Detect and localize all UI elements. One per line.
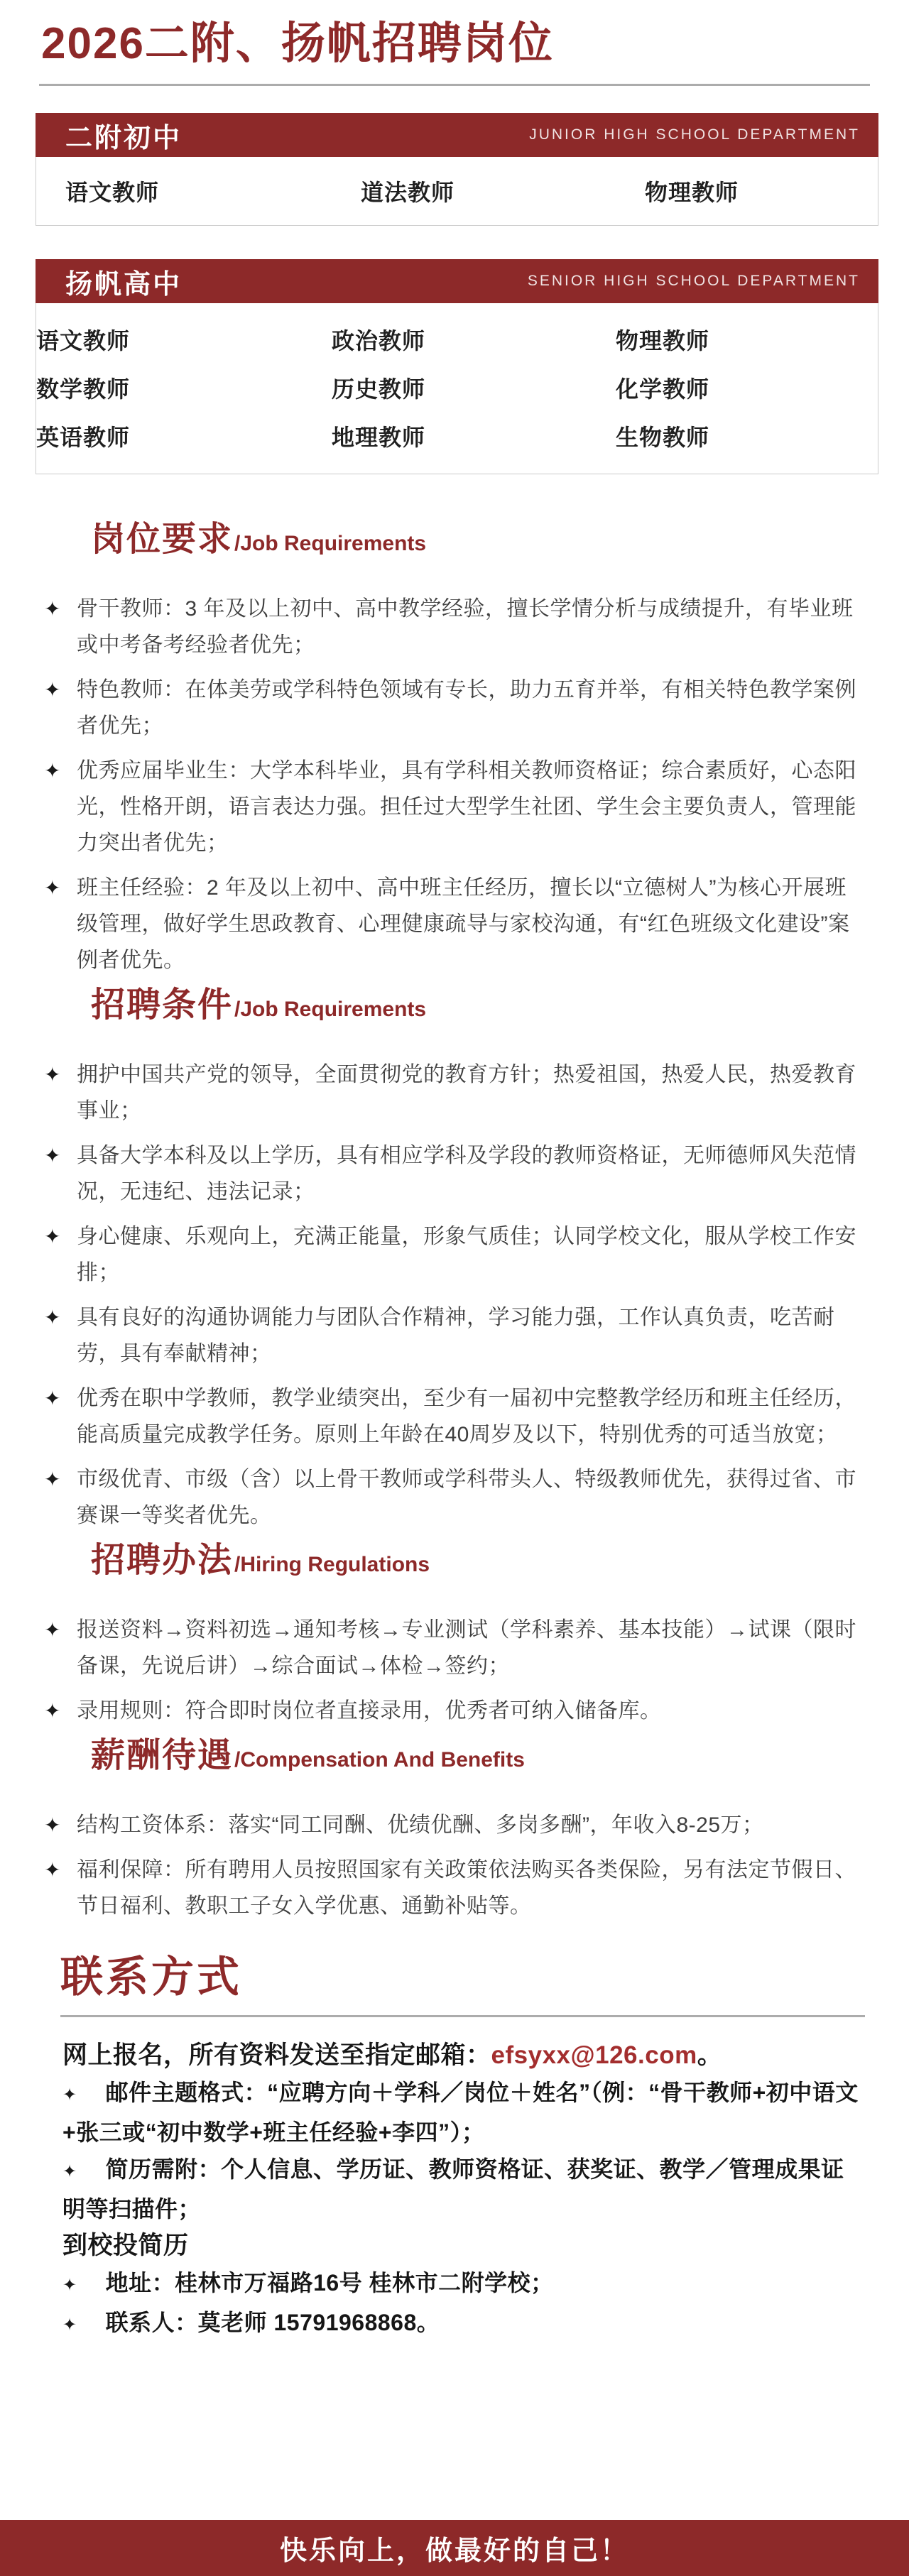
footer-banner — [0, 2520, 909, 2576]
bullet-item — [44, 1693, 864, 1729]
star-bullet-icon: ✦ — [44, 1700, 61, 1722]
bullet-item — [44, 753, 864, 861]
position-cell: 物理教师 — [616, 328, 710, 354]
star-bullet-icon: ✦ — [44, 1306, 61, 1328]
bullet-item — [44, 1461, 864, 1534]
contact-block — [62, 2037, 864, 2344]
bullet-item — [44, 1137, 864, 1210]
section-title: 岗位要求 — [91, 520, 234, 558]
dept-name-cn: 二附初中 — [65, 123, 183, 153]
position-cell: 语文教师 — [36, 328, 131, 354]
page-title: 2026二附、扬帆招聘岗位 — [41, 19, 554, 68]
section-heading-hiring-conditions — [91, 987, 909, 1024]
position-cell: 语文教师 — [65, 180, 160, 205]
star-bullet-icon: ✦ — [44, 1859, 61, 1881]
dept-box-junior — [36, 113, 878, 226]
dept-name-en: JUNIOR HIGH SCHOOL DEPARTMENT — [529, 126, 860, 143]
star-bullet-icon: ✦ — [44, 1387, 61, 1409]
dept-header-senior — [36, 259, 878, 303]
position-cell: 历史教师 — [332, 376, 426, 402]
bullet-text: 市级优青、市级（含）以上骨干教师或学科带头人、特级教师优先，获得过省、市赛课一等奖者优先。 — [77, 1468, 856, 1527]
bullet-item — [44, 1057, 864, 1129]
star-bullet-icon: ✦ — [62, 2085, 77, 2105]
bullet-item — [44, 591, 864, 663]
section-subtitle: /Compensation And Benefits — [234, 1748, 525, 1772]
star-bullet-icon: ✦ — [44, 1619, 61, 1641]
position-cell: 英语教师 — [36, 425, 131, 450]
footer-slogan: 快乐向上，做最好的自己！ — [279, 2536, 629, 2566]
position-cell: 地理教师 — [332, 425, 426, 450]
bullet-item — [44, 1612, 864, 1684]
email-link[interactable]: efsyxx@126.com — [491, 2041, 697, 2069]
contact-bullet-contact-person — [62, 2304, 864, 2344]
bullet-item — [44, 870, 864, 978]
star-bullet-icon: ✦ — [62, 2162, 77, 2181]
star-bullet-icon: ✦ — [62, 2276, 77, 2295]
contact-title: 联系方式 — [60, 1953, 242, 2001]
bullet-text: 拥护中国共产党的领导，全面贯彻党的教育方针；热爱祖国，热爱人民，热爱教育事业； — [77, 1063, 856, 1123]
star-bullet-icon: ✦ — [44, 679, 61, 701]
dept-box-senior — [36, 259, 878, 474]
bullet-item — [44, 1380, 864, 1453]
position-cell: 数学教师 — [36, 376, 131, 402]
position-cell: 道法教师 — [361, 180, 455, 205]
contact-bullet-email-subject — [62, 2074, 864, 2151]
section-title: 薪酬待遇 — [91, 1737, 234, 1774]
section-title: 招聘办法 — [91, 1541, 234, 1579]
bullet-text: 骨干教师：3 年及以上初中、高中教学经验，擅长学情分析与成绩提升，有毕业班或中考备考经验者优先； — [77, 597, 854, 657]
star-bullet-icon: ✦ — [62, 2315, 77, 2335]
bullet-item — [44, 672, 864, 744]
bullet-text: 优秀应届毕业生：大学本科毕业，具有学科相关教师资格证；综合素质好，心态阳光，性格开朗，语言表达力强。担任过大型学生社团、学生会主要负责人，管理能力突出者优先； — [77, 759, 856, 855]
section-heading-job-requirements — [91, 521, 909, 558]
star-bullet-icon: ✦ — [44, 1468, 61, 1490]
star-bullet-icon: ✦ — [44, 760, 61, 782]
bullet-text: 具有良好的沟通协调能力与团队合作精神，学习能力强，工作认真负责，吃苦耐劳，具有奉献精神； — [77, 1306, 835, 1365]
dept-name-en: SENIOR HIGH SCHOOL DEPARTMENT — [527, 273, 860, 289]
star-bullet-icon: ✦ — [44, 877, 61, 899]
bullet-text: 福利保障：所有聘用人员按照国家有关政策依法购买各类保险，另有法定节假日、节日福利、教职工子女入学优惠、通勤补贴等。 — [77, 1858, 856, 1918]
star-bullet-icon: ✦ — [44, 1145, 61, 1167]
position-cell: 物理教师 — [645, 180, 739, 205]
bullet-text: 班主任经验：2 年及以上初中、高中班主任经历，擅长以“立德树人”为核心开展班级管理，做好学生思政教育、心理健康疏导与家校沟通，有“红色班级文化建设”案例者优先。 — [77, 876, 850, 972]
section-heading-hiring-regulations — [91, 1542, 909, 1579]
bullet-item — [44, 1218, 864, 1291]
position-cell: 生物教师 — [616, 425, 710, 450]
online-apply-suffix: 。 — [697, 2041, 723, 2069]
contact-bullet-text: 简历需附：个人信息、学历证、教师资格证、获奖证、教学／管理成果证明等扫描件； — [62, 2156, 844, 2222]
bullet-item — [44, 1852, 864, 1924]
bullet-text: 结构工资体系：落实“同工同酬、优绩优酬、多岗多酬”，年收入8-25万； — [77, 1813, 764, 1837]
bullet-item — [44, 1299, 864, 1372]
star-bullet-icon: ✦ — [44, 598, 61, 620]
section-subtitle: /Job Requirements — [234, 532, 427, 555]
star-bullet-icon: ✦ — [44, 1226, 61, 1248]
bullet-text: 优秀在职中学教师，教学业绩突出，至少有一届初中完整教学经历和班主任经历，能高质量完成教学任务。原则上年龄在40周岁及以下，特别优秀的可适当放宽； — [77, 1387, 856, 1446]
title-divider — [39, 84, 870, 86]
dept-positions-senior — [36, 303, 878, 474]
bullet-text: 录用规则：符合即时岗位者直接录用，优秀者可纳入储备库。 — [77, 1699, 662, 1723]
online-apply-text: 网上报名，所有资料发送至指定邮箱： — [62, 2041, 491, 2069]
visit-label: 到校投简历 — [62, 2232, 189, 2259]
position-cell: 化学教师 — [616, 376, 710, 402]
contact-bullet-text: 联系人：莫老师 15791968868。 — [105, 2310, 440, 2335]
recruitment-poster — [0, 18, 909, 2566]
section-subtitle: /Hiring Regulations — [234, 1553, 430, 1576]
star-bullet-icon: ✦ — [44, 1064, 61, 1086]
position-cell: 政治教师 — [332, 328, 426, 354]
dept-header-junior — [36, 113, 878, 157]
online-apply-line — [62, 2037, 864, 2074]
star-bullet-icon: ✦ — [44, 1814, 61, 1836]
bullet-text: 具备大学本科及以上学历，具有相应学科及学段的教师资格证，无师德师风失范情况，无违纪、违法记录； — [77, 1144, 856, 1204]
bullet-text: 身心健康、乐观向上，充满正能量，形象气质佳；认同学校文化，服从学校工作安排； — [77, 1225, 856, 1284]
contact-bullet-text: 邮件主题格式：“应聘方向＋学科／岗位＋姓名”（例：“骨干教师+初中语文+张三或“初中数学+班主任经验+李四”）； — [62, 2080, 859, 2145]
dept-name-cn: 扬帆高中 — [65, 269, 183, 300]
bullet-text: 特色教师：在体美劳或学科特色领域有专长，助力五育并举，有相关特色教学案例者优先； — [77, 678, 856, 738]
section-heading-compensation — [91, 1737, 909, 1774]
contact-bullet-resume-attachments — [62, 2151, 864, 2227]
contact-bullet-address — [62, 2264, 864, 2304]
section-subtitle: /Job Requirements — [234, 998, 427, 1021]
contact-bullet-text: 地址：桂林市万福路16号 桂林市二附学校； — [105, 2270, 554, 2296]
contact-divider — [60, 2015, 865, 2017]
dept-positions-junior — [36, 157, 878, 226]
bullet-text: 报送资料→资料初选→通知考核→专业测试（学科素养、基本技能）→试课（限时备课，先说后讲）→综合面试→体检→签约； — [77, 1618, 856, 1678]
bullet-item — [44, 1807, 864, 1843]
section-title: 招聘条件 — [91, 986, 234, 1024]
